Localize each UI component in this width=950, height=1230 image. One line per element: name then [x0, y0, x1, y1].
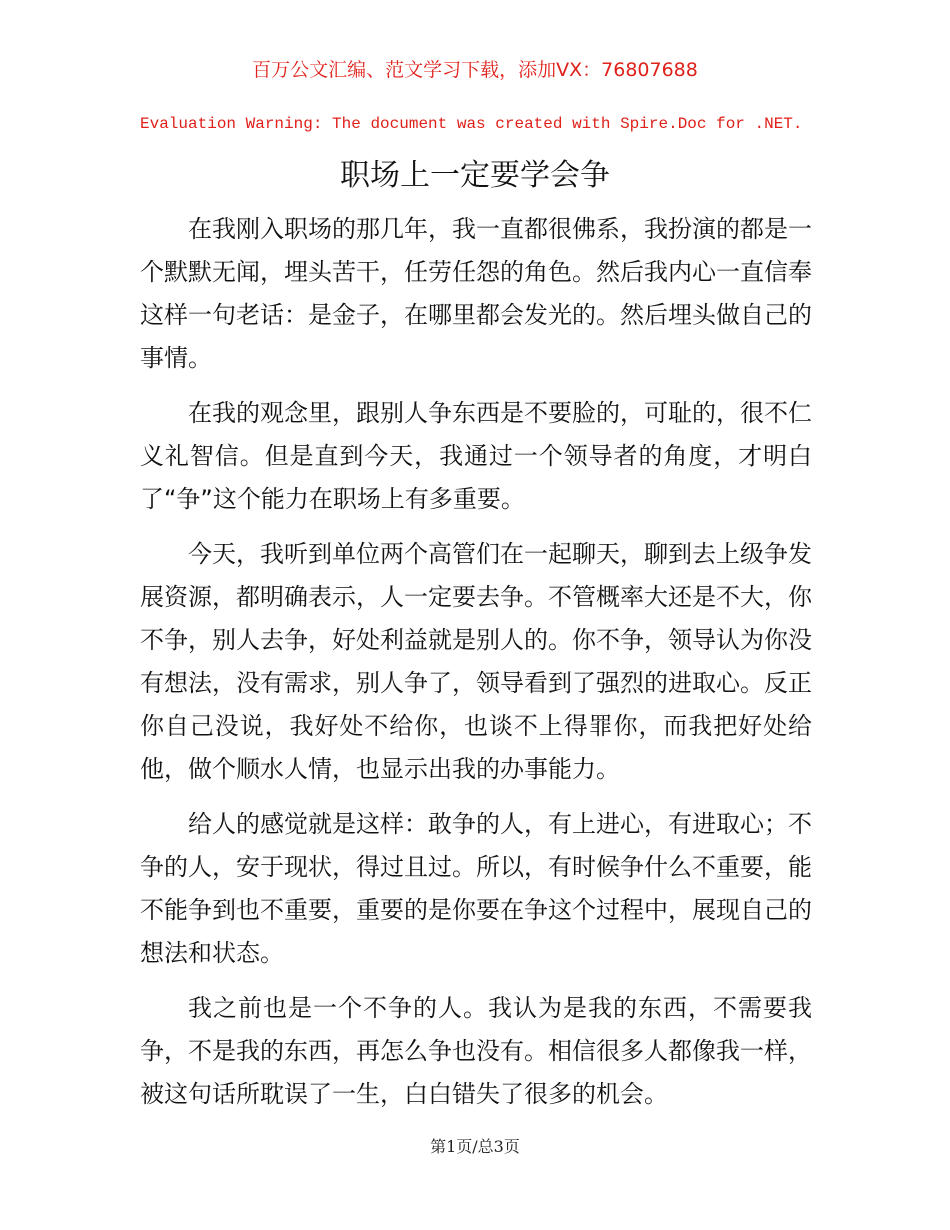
page-number-footer: 第1页/总3页: [430, 1137, 520, 1156]
evaluation-warning: Evaluation Warning: The document was created with Spire.Doc for .NET.: [140, 115, 803, 133]
paragraph: 在我的观念里，跟别人争东西是不要脸的，可耻的，很不仁义礼智信。但是直到今天，我通过一个领导者的角度，才明白了“争”这个能力在职场上有多重要。: [140, 399, 812, 513]
document-body: [140, 208, 812, 1128]
document-title: 职场上一定要学会争: [340, 158, 610, 193]
header-banner: 百万公文汇编、范文学习下载，添加VX：76807688: [252, 59, 698, 81]
paragraph: 给人的感觉就是这样：敢争的人，有上进心，有进取心；不争的人，安于现状，得过且过。所以，有时候争什么不重要，能不能争到也不重要，重要的是你要在争这个过程中，展现自己的想法和状态。: [140, 810, 812, 967]
paragraph: 在我刚入职场的那几年，我一直都很佛系，我扮演的都是一个默默无闻，埋头苦干，任劳任怨的角色。然后我内心一直信奉这样一句老话：是金子，在哪里都会发光的。然后埋头做自己的事情。: [140, 215, 812, 372]
paragraph: 今天，我听到单位两个高管们在一起聊天，聊到去上级争发展资源，都明确表示，人一定要去争。不管概率大还是不大，你不争，别人去争，好处利益就是别人的。你不争，领导认为你没有想法，没有需求，别人争了，领导看到了强烈的进取心。反正你自己没说，我好处不给你，也谈不上得罪你，而我把好处给他，做个顺水人情，也显示出我的办事能力。: [140, 540, 812, 783]
paragraph: 我之前也是一个不争的人。我认为是我的东西，不需要我争，不是我的东西，再怎么争也没有。相信很多人都像我一样，被这句话所耽误了一生，白白错失了很多的机会。: [140, 994, 812, 1108]
